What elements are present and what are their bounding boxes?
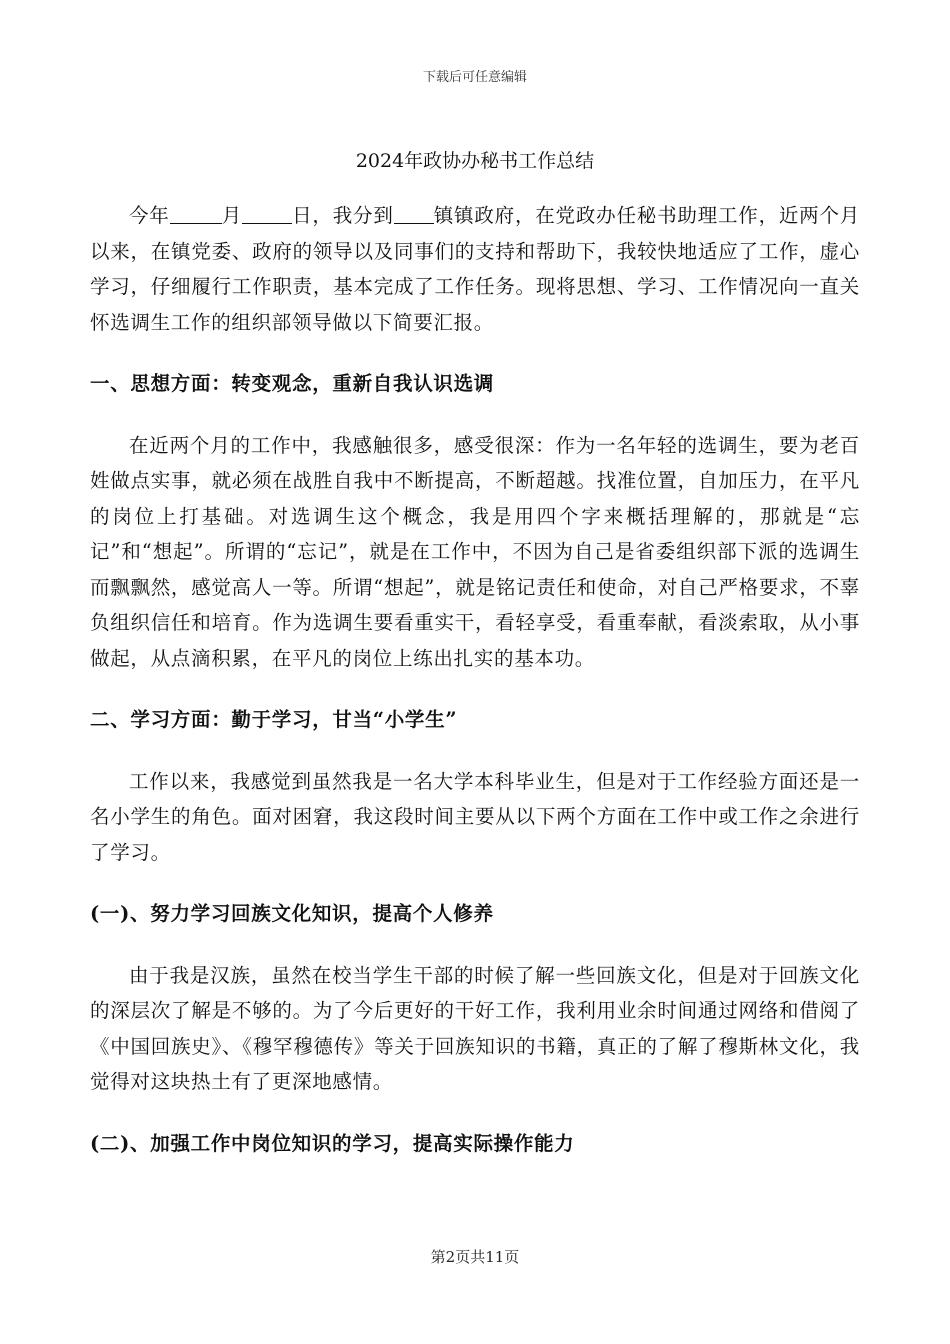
blank-town [394, 204, 434, 225]
page-number: 第2页共11页 [430, 1248, 520, 1266]
section-2-heading: 二、学习方面：勤于学习，甘当“小学生” [90, 708, 458, 731]
section-1-heading: 一、思想方面：转变观念，重新自我认识选调 [90, 372, 495, 395]
blank-day [242, 204, 292, 225]
page-header-note: 下载后可任意编辑 [422, 70, 527, 85]
subsection-2-heading: (二)、加强工作中岗位知识的学习，提高实际操作能力 [90, 1131, 575, 1155]
intro-text-2: 月 [221, 204, 243, 227]
intro-paragraph [90, 198, 860, 340]
intro-text-4: 镇镇政府，在党政办任秘书助理工作，近两个月以来，在镇党委、政府的领导以及同事们的支持和帮助下，我较快地适应了工作，虚心学习，仔细履行工作职责，基本完成了工作任务。现将思想、学习、工作情况向一直关怀选调生工作的组织部领导做以下简要汇报。 [90, 204, 860, 334]
intro-text-1: 今年 [129, 204, 170, 227]
section-1-paragraph: 在近两个月的工作中，我感触很多，感受很深：作为一名年轻的选调生，要为老百姓做点实事，就必须在战胜自我中不断提高，不断超越。找准位置，自加压力，在平凡的岗位上打基础。对选调生这个概念，我是用四个字来概括理解的，那就是“忘记”和“想起”。所谓的“忘记”，就是在工作中，不因为自己是省委组织部下派的选调生而飘飘然，感觉高人一等。所谓“想起”，就是铭记责任和使命，对自己严格要求，不辜负组织信任和培育。作为选调生要看重实干，看轻享受，看重奉献，看淡索取，从小事做起，从点滴积累，在平凡的岗位上练出扎实的基本功。 [90, 433, 860, 670]
section-2-paragraph: 工作以来，我感觉到虽然我是一名大学本科毕业生，但是对于工作经验方面还是一名小学生的角色。面对困窘，我这段时间主要从以下两个方面在工作中或工作之余进行了学习。 [90, 769, 860, 864]
document-title: 2024年政协办秘书工作总结 [355, 150, 595, 172]
intro-text-3: 日，我分到 [292, 204, 394, 227]
document-body [90, 198, 860, 1161]
blank-month [170, 204, 222, 225]
subsection-1-paragraph: 由于我是汉族，虽然在校当学生干部的时候了解一些回族文化，但是对于回族文化的深层次了解是不够的。为了今后更好的干好工作，我利用业余时间通过网络和借阅了《中国回族史》、《穆罕穆德传》等关于回族知识的书籍，真正的了解了穆斯林文化，我觉得对这块热土有了更深地感情。 [90, 963, 860, 1093]
subsection-1-heading: (一)、努力学习回族文化知识，提高个人修养 [90, 902, 494, 925]
